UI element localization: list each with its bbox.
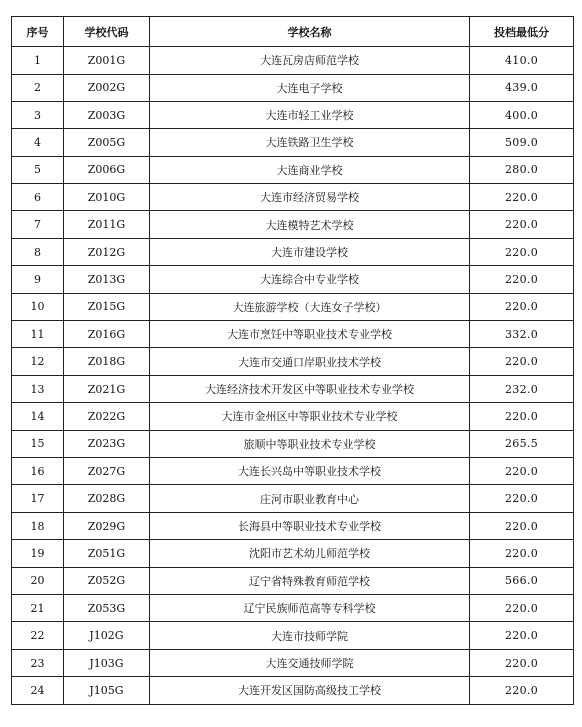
- cell-score: 220.0: [470, 540, 574, 568]
- cell-score: 566.0: [470, 567, 574, 594]
- header-no: 序号: [12, 17, 64, 47]
- table-body: [12, 47, 574, 705]
- cell-no: 19: [12, 540, 64, 568]
- cell-score: 232.0: [470, 375, 574, 403]
- cell-no: 21: [12, 594, 64, 622]
- cell-score: 220.0: [470, 184, 574, 211]
- cell-code: Z028G: [64, 485, 150, 513]
- cell-code: Z016G: [64, 320, 150, 348]
- cell-score: 332.0: [470, 320, 574, 348]
- cell-no: 23: [12, 649, 64, 677]
- table-row: [12, 485, 574, 513]
- cell-score: 220.0: [470, 348, 574, 375]
- table-row: [12, 293, 574, 320]
- table-row: [12, 74, 574, 101]
- cell-name: 大连电子学校: [150, 74, 470, 101]
- cell-score: 220.0: [470, 512, 574, 539]
- cell-no: 20: [12, 567, 64, 594]
- cell-code: Z006G: [64, 156, 150, 184]
- cell-code: Z027G: [64, 458, 150, 485]
- cell-name: 大连开发区国防高级技工学校: [150, 677, 470, 704]
- cell-no: 6: [12, 184, 64, 211]
- cell-code: Z003G: [64, 101, 150, 129]
- cell-code: Z023G: [64, 430, 150, 458]
- cell-score: 220.0: [470, 293, 574, 320]
- cell-score: 220.0: [470, 649, 574, 677]
- cell-name: 大连经济技术开发区中等职业技术专业学校: [150, 375, 470, 403]
- table-row: [12, 594, 574, 622]
- cell-score: 509.0: [470, 129, 574, 156]
- cell-no: 18: [12, 512, 64, 539]
- cell-no: 12: [12, 348, 64, 375]
- cell-name: 旅顺中等职业技术专业学校: [150, 430, 470, 458]
- cell-score: 220.0: [470, 238, 574, 265]
- header-name: 学校名称: [150, 17, 470, 47]
- table-row: [12, 430, 574, 458]
- cell-code: Z001G: [64, 47, 150, 75]
- cell-score: 400.0: [470, 101, 574, 129]
- cell-no: 3: [12, 101, 64, 129]
- cell-code: Z011G: [64, 211, 150, 239]
- cell-score: 439.0: [470, 74, 574, 101]
- cell-no: 5: [12, 156, 64, 184]
- cell-code: Z051G: [64, 540, 150, 568]
- cell-code: Z052G: [64, 567, 150, 594]
- cell-code: Z015G: [64, 293, 150, 320]
- cell-name: 长海县中等职业技术专业学校: [150, 512, 470, 539]
- cell-name: 大连综合中专业学校: [150, 266, 470, 294]
- table-row: [12, 622, 574, 649]
- cell-name: 大连铁路卫生学校: [150, 129, 470, 156]
- table-row: [12, 677, 574, 704]
- cell-score: 220.0: [470, 485, 574, 513]
- cell-code: Z053G: [64, 594, 150, 622]
- cell-no: 10: [12, 293, 64, 320]
- cell-code: Z021G: [64, 375, 150, 403]
- cell-score: 220.0: [470, 211, 574, 239]
- table-row: [12, 238, 574, 265]
- cell-name: 庄河市职业教育中心: [150, 485, 470, 513]
- table-header: [12, 17, 574, 47]
- cell-no: 15: [12, 430, 64, 458]
- cell-score: 220.0: [470, 622, 574, 649]
- cell-no: 16: [12, 458, 64, 485]
- cell-no: 24: [12, 677, 64, 704]
- cell-no: 4: [12, 129, 64, 156]
- table-row: [12, 458, 574, 485]
- table-row: [12, 184, 574, 211]
- table-row: [12, 403, 574, 430]
- cell-code: J102G: [64, 622, 150, 649]
- cell-name: 大连市技师学院: [150, 622, 470, 649]
- cell-code: Z022G: [64, 403, 150, 430]
- cell-score: 220.0: [470, 594, 574, 622]
- cell-name: 大连市经济贸易学校: [150, 184, 470, 211]
- cell-code: Z012G: [64, 238, 150, 265]
- cell-code: Z029G: [64, 512, 150, 539]
- cell-code: J105G: [64, 677, 150, 704]
- cell-score: 220.0: [470, 458, 574, 485]
- cell-name: 大连市轻工业学校: [150, 101, 470, 129]
- header-score: 投档最低分: [470, 17, 574, 47]
- table-row: [12, 129, 574, 156]
- table-row: [12, 47, 574, 75]
- cell-name: 大连市建设学校: [150, 238, 470, 265]
- cell-no: 14: [12, 403, 64, 430]
- cell-no: 2: [12, 74, 64, 101]
- cell-name: 大连市烹饪中等职业技术专业学校: [150, 320, 470, 348]
- cell-code: Z002G: [64, 74, 150, 101]
- cell-score: 410.0: [470, 47, 574, 75]
- cell-name: 大连旅游学校（大连女子学校）: [150, 293, 470, 320]
- table-row: [12, 649, 574, 677]
- cell-name: 大连模特艺术学校: [150, 211, 470, 239]
- cell-code: Z005G: [64, 129, 150, 156]
- table-row: [12, 567, 574, 594]
- cell-name: 大连商业学校: [150, 156, 470, 184]
- cell-name: 大连市金州区中等职业技术专业学校: [150, 403, 470, 430]
- cell-name: 辽宁民族师范高等专科学校: [150, 594, 470, 622]
- cell-no: 11: [12, 320, 64, 348]
- cell-score: 220.0: [470, 266, 574, 294]
- cell-name: 大连交通技师学院: [150, 649, 470, 677]
- table-row: [12, 266, 574, 294]
- cell-code: Z013G: [64, 266, 150, 294]
- cell-code: Z010G: [64, 184, 150, 211]
- table-row: [12, 156, 574, 184]
- table-row: [12, 211, 574, 239]
- admission-score-table: [11, 16, 574, 705]
- cell-score: 220.0: [470, 403, 574, 430]
- table-row: [12, 101, 574, 129]
- cell-no: 13: [12, 375, 64, 403]
- cell-code: Z018G: [64, 348, 150, 375]
- cell-no: 7: [12, 211, 64, 239]
- cell-no: 1: [12, 47, 64, 75]
- table-row: [12, 375, 574, 403]
- cell-name: 大连长兴岛中等职业技术学校: [150, 458, 470, 485]
- cell-name: 辽宁省特殊教育师范学校: [150, 567, 470, 594]
- header-row: [12, 17, 574, 47]
- cell-no: 17: [12, 485, 64, 513]
- cell-name: 大连市交通口岸职业技术学校: [150, 348, 470, 375]
- cell-no: 8: [12, 238, 64, 265]
- cell-no: 9: [12, 266, 64, 294]
- cell-score: 220.0: [470, 677, 574, 704]
- table-row: [12, 348, 574, 375]
- header-code: 学校代码: [64, 17, 150, 47]
- cell-name: 沈阳市艺术幼儿师范学校: [150, 540, 470, 568]
- cell-no: 22: [12, 622, 64, 649]
- cell-name: 大连瓦房店师范学校: [150, 47, 470, 75]
- table-row: [12, 512, 574, 539]
- table-row: [12, 320, 574, 348]
- cell-score: 280.0: [470, 156, 574, 184]
- cell-score: 265.5: [470, 430, 574, 458]
- table-row: [12, 540, 574, 568]
- cell-code: J103G: [64, 649, 150, 677]
